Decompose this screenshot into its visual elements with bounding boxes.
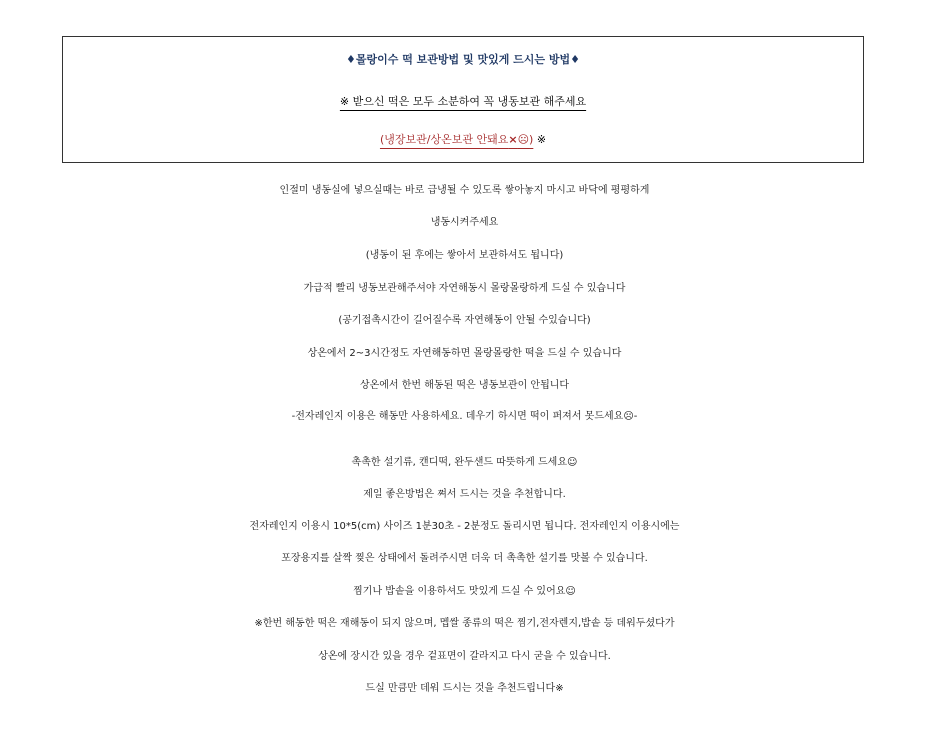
storage-warning-close: ): [529, 133, 534, 146]
serving-line-6: ※한번 해동한 떡은 재해동이 되지 않으며, 멥쌀 종류의 떡은 찜기,전자렌지,밥솥 등 데워두셨다가: [254, 618, 675, 629]
cross-icon: ×: [508, 133, 518, 146]
storage-line-6: 상온에서 2~3시간정도 자연해동하면 몰랑몰랑한 떡을 드실 수 있습니다: [307, 348, 622, 359]
frown-face-icon: ☹: [517, 133, 530, 146]
storage-warning: [63, 126, 863, 154]
storage-line-5: (공기접촉시간이 길어질수록 자연해동이 안될 수있습니다): [338, 315, 591, 326]
reference-mark: ※: [536, 133, 547, 146]
storage-line-1: 인절미 냉동실에 넣으실때는 바로 급냉될 수 있도록 쌓아놓지 마시고 바닥에 평평하게: [279, 185, 650, 196]
storage-line-8: -전자레인지 이용은 해동만 사용하세요. 데우기 하시면 떡이 퍼져서 못드세요☹-: [291, 411, 638, 422]
page-title: ♦몰랑이수 떡 보관방법 및 맛있게 드시는 방법♦: [346, 53, 580, 66]
serving-line-7: 상온에 장시간 있을 경우 겉표면이 갈라지고 다시 굳을 수 있습니다.: [318, 651, 611, 662]
storage-warning-text: (냉장보관/상온보관 안돼요: [379, 133, 509, 146]
storage-warning-label: [380, 133, 533, 146]
header-box: [62, 36, 864, 163]
serving-line-1: 촉촉한 설기류, 캔디떡, 완두샌드 따뜻하게 드세요☺: [351, 457, 578, 468]
serving-line-5: 찜기나 밥솥을 이용하셔도 맛있게 드실 수 있어요☺: [353, 586, 576, 597]
freezer-notice: [63, 88, 863, 116]
serving-line-4: 포장용지를 살짝 찢은 상태에서 돌려주시면 더욱 더 촉촉한 설기를 맛볼 수 있습니다.: [281, 553, 648, 564]
serving-line-3: 전자레인지 이용시 10*5(cm) 사이즈 1분30초 - 2분정도 돌리시면 됩니다. 전자레인지 이용시에는: [249, 521, 680, 532]
storage-line-7: 상온에서 한번 해동된 떡은 냉동보관이 안됩니다: [359, 380, 570, 391]
storage-line-3: (냉동이 된 후에는 쌓아서 보관하셔도 됩니다): [365, 250, 564, 261]
serving-line-2: 제일 좋은방법은 쪄서 드시는 것을 추천합니다.: [363, 489, 566, 500]
storage-line-4: 가급적 빨리 냉동보관해주셔야 자연해동시 몰랑몰랑하게 드실 수 있습니다: [303, 283, 626, 294]
freezer-notice-text: ※ 받으신 떡은 모두 소분하여 꼭 냉동보관 해주세요: [339, 95, 587, 108]
serving-line-8: 드실 만큼만 데워 드시는 것을 추천드립니다※: [365, 683, 564, 694]
storage-line-2: 냉동시켜주세요: [430, 217, 499, 228]
